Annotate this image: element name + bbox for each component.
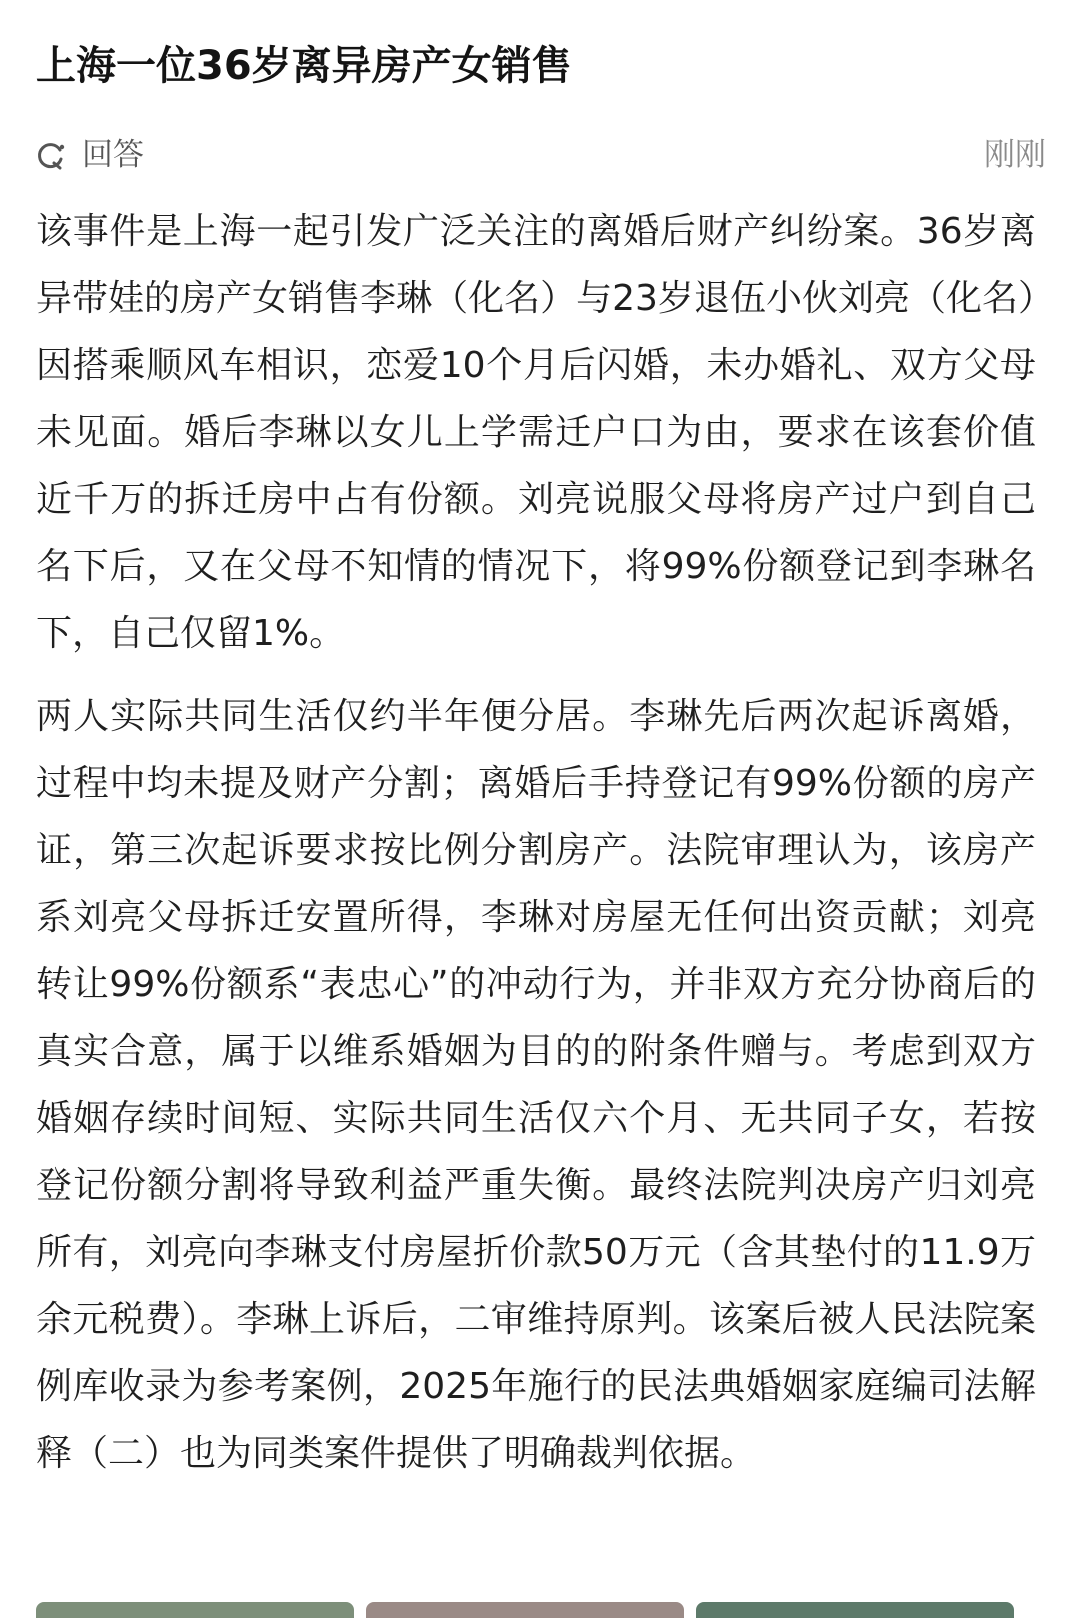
- image-thumbnail[interactable]: [696, 1602, 1014, 1618]
- answer-paragraph: 该事件是上海一起引发广泛关注的离婚后财产纠纷案。36岁离异带娃的房产女销售李琳（化名）与23岁退伍小伙刘亮（化名）因搭乘顺风车相识，恋爱10个月后闪婚，未办婚礼、双方父母未见面。婚后李琳以女儿上学需迁户口为由，要求在该套价值近千万的拆迁房中占有份额。刘亮说服父母将房产过户到自己名下后，又在父母不知情的情况下，将99%份额登记到李琳名下，自己仅留1%。: [36, 211, 1036, 654]
- answer-paragraph: 两人实际共同生活仅约半年便分居。李琳先后两次起诉离婚，过程中均未提及财产分割；离婚后手持登记有99%份额的房产证，第三次起诉要求按比例分割房产。法院审理认为，该房产系刘亮父母拆迁安置所得，李琳对房屋无任何出资贡献；刘亮转让99%份额系“表忠心”的冲动行为，并非双方充分协商后的真实合意，属于以维系婚姻为目的的附条件赠与。考虑到双方婚姻存续时间短、实际共同生活仅六个月、无共同子女，若按登记份额分割将导致利益严重失衡。最终法院判决房产归刘亮所有，刘亮向李琳支付房屋折价款50万元（含其垫付的11.9万余元税费）。李琳上诉后，二审维持原判。该案后被人民法院案例库收录为参考案例，2025年施行的民法典婚姻家庭编司法解释（二）也为同类案件提供了明确裁判依据。: [36, 696, 1036, 1474]
- answer-body: [36, 198, 1036, 1487]
- post-timestamp: 刚刚: [984, 137, 1046, 173]
- answer-meta-row: [36, 133, 1046, 179]
- question-title[interactable]: 上海一位36岁离异房产女销售: [36, 43, 572, 89]
- image-thumbnail-strip: [36, 1602, 1046, 1618]
- image-thumbnail[interactable]: [36, 1602, 354, 1618]
- answer-label: 回答: [82, 137, 144, 173]
- image-thumbnail[interactable]: [366, 1602, 684, 1618]
- answer-refresh-icon: [36, 141, 66, 171]
